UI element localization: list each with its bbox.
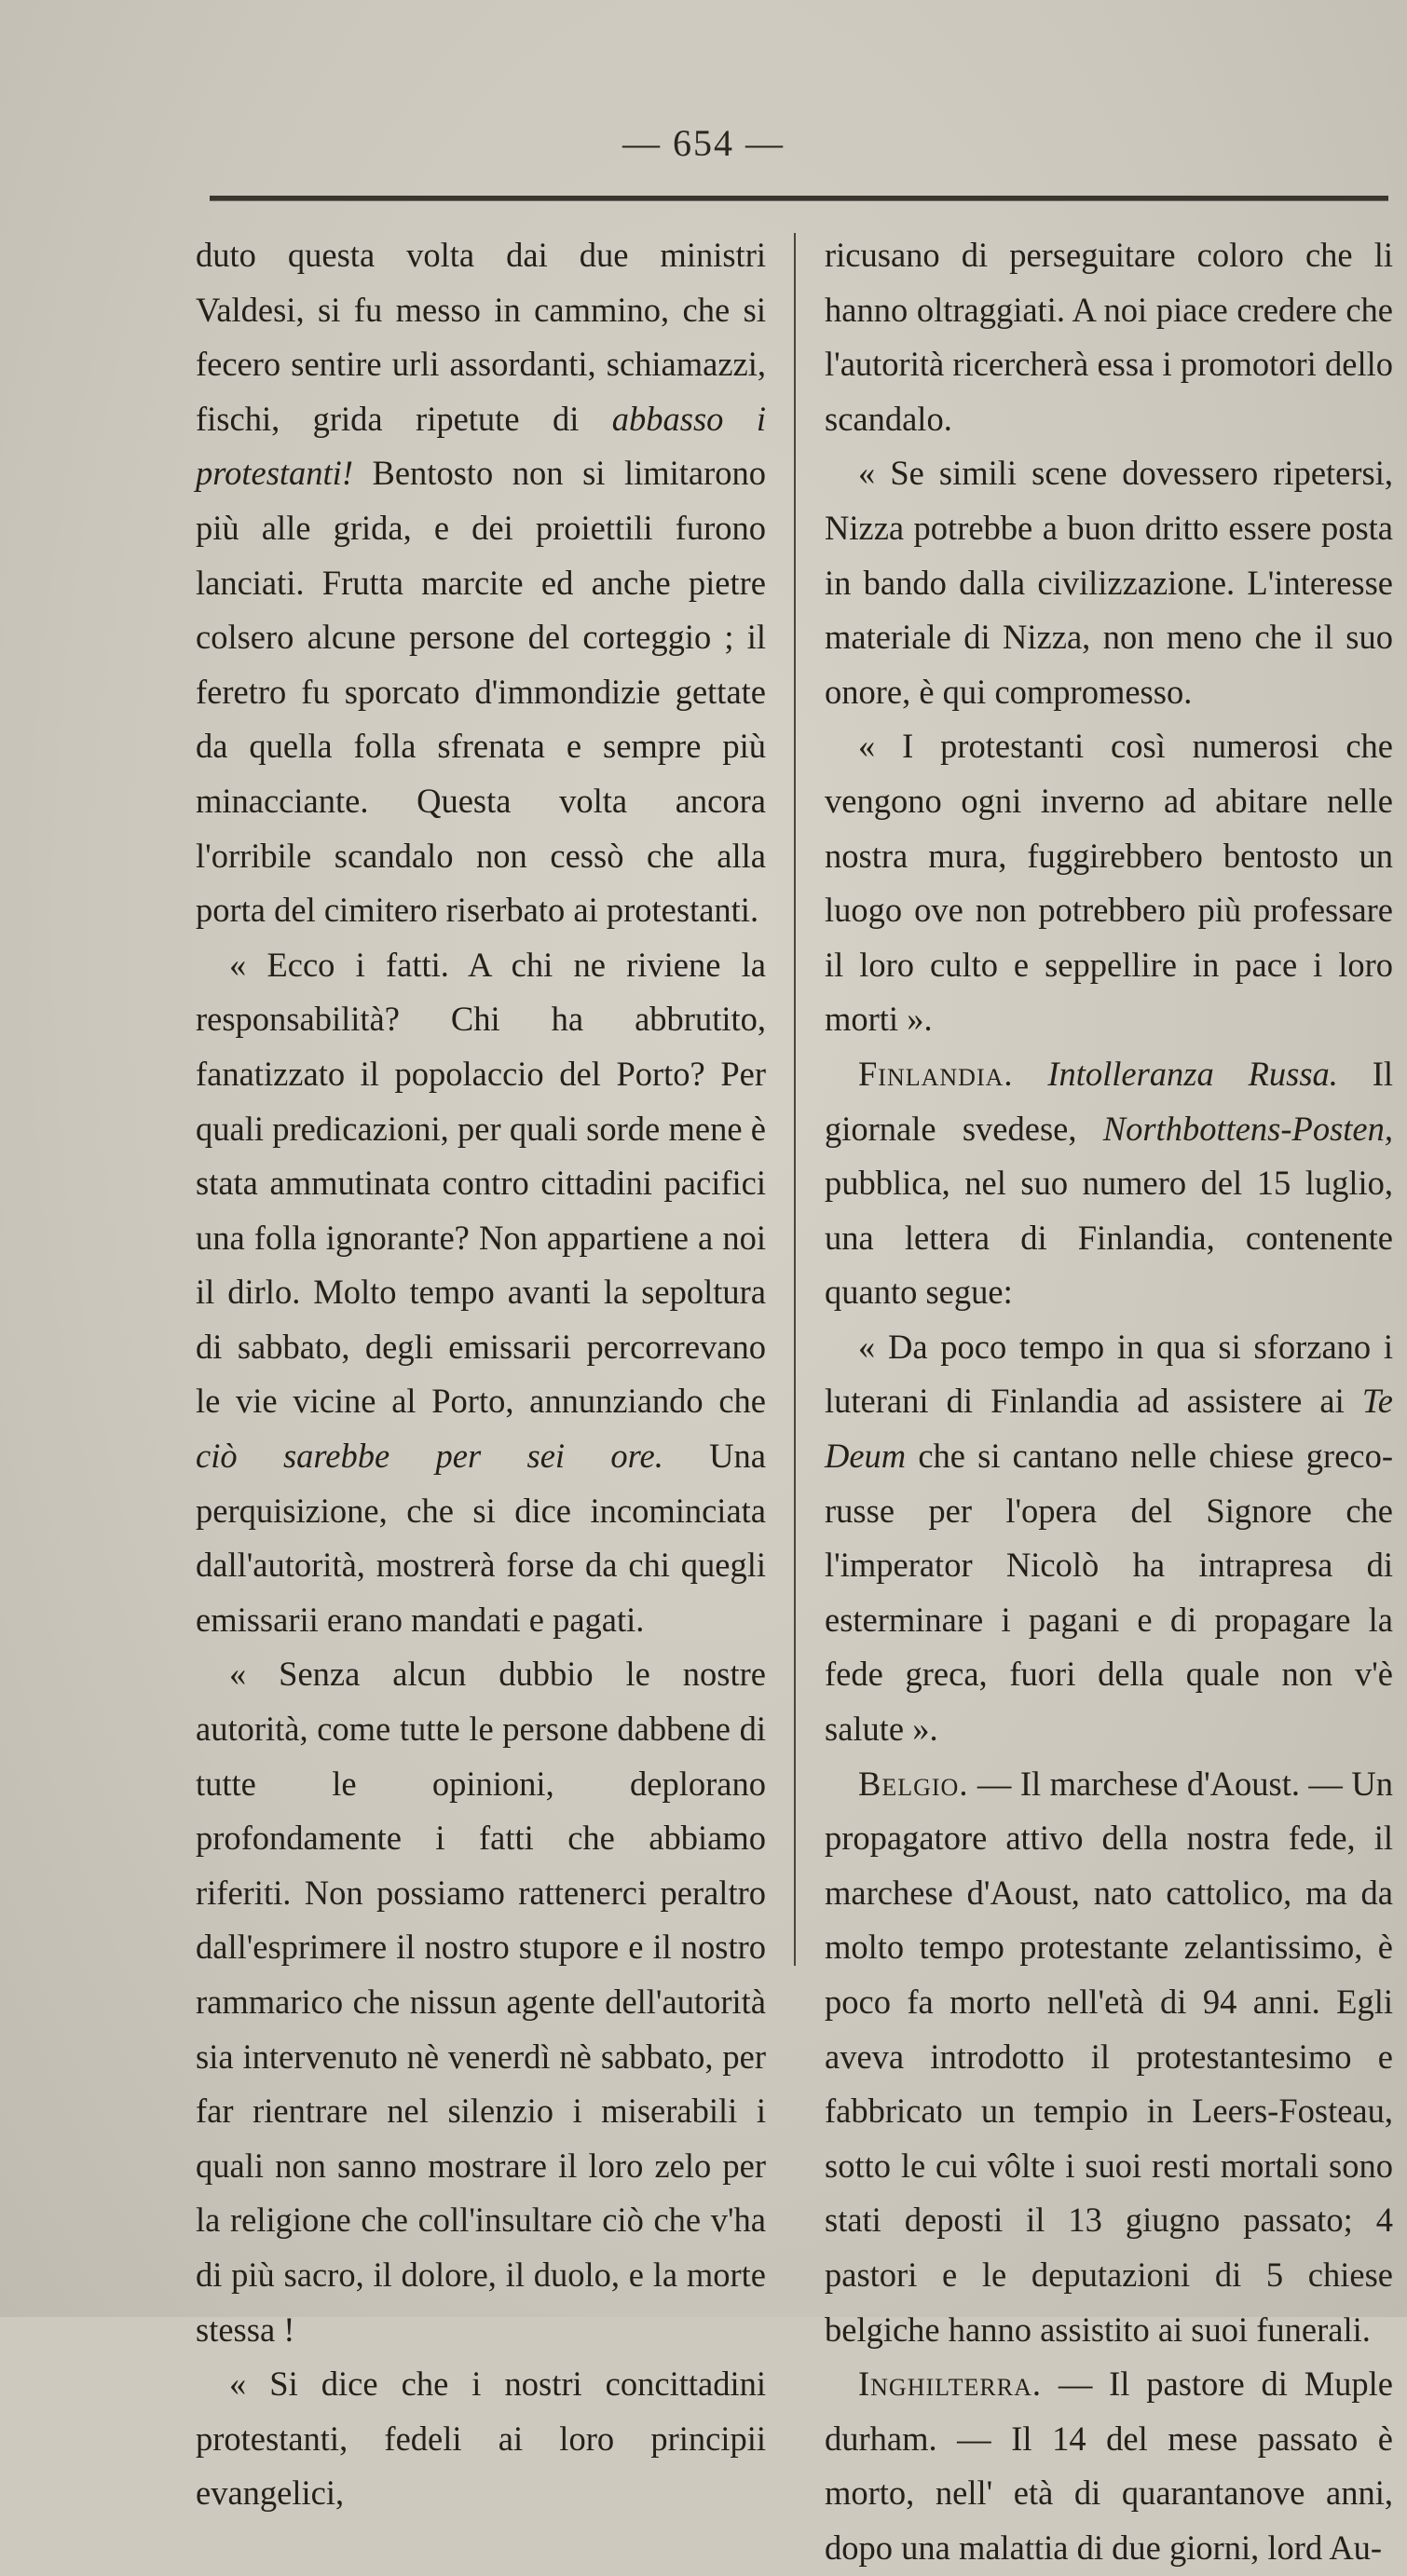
- text: « Da poco tempo in qua si sforzano i luterani di Finlandia ad assistere ai: [825, 1327, 1393, 1421]
- paragraph: [196, 228, 766, 938]
- paragraph: ricusano di perseguitare coloro che li hanno oltraggiati. A noi piace credere che l'autorità ricercherà essa i promotori dello scandalo.: [825, 236, 1393, 438]
- paragraph: « Se simili scene dovessero ripetersi, Nizza potrebbe a buon dritto essere posta in bando dalla civilizzazione. L'interesse materiale di Nizza, non meno che il suo onore, è qui compromesso.: [825, 454, 1393, 711]
- paragraph: [196, 938, 766, 1648]
- italic-text: ciò sarebbe per sei ore.: [196, 1437, 663, 1476]
- italic-text: Intolleranza Russa.: [1047, 1054, 1338, 1093]
- page-number: — 654 —: [622, 122, 785, 164]
- italic-text: Northbottens-Posten,: [1102, 1109, 1393, 1148]
- paragraph: [825, 1757, 1393, 2358]
- left-column: [196, 228, 766, 2521]
- paragraph: [825, 2357, 1393, 2575]
- paragraph: [825, 1047, 1393, 1320]
- text: che si cantano nelle chiese greco-russe per l'opera del Signore che l'imperator Nicolò ha intrapresa di esterminare i pagani e di propagare la fede greca, fuori della quale non v'è salute ».: [825, 1437, 1393, 1749]
- paragraph: « I protestanti così numerosi che vengono ogni inverno ad abitare nelle nostra mura, fuggirebbero bentosto un luogo ove non potrebbero più professare il loro culto e seppellire in pace i loro morti ».: [825, 727, 1393, 1039]
- paragraph: « Senza alcun dubbio le nostre autorità, come tutte le persone dabbene di tutte le opinioni, deplorano profondamente i fatti che abbiamo riferiti. Non possiamo rattenerci peraltro dall'esprimere il nostro stupore e il nostro rammarico che nissun agente dell'autorità sia intervenuto nè venerdì nè sabbato, per far rientrare nel silenzio i miserabili i quali non sanno mostrare il loro zelo per la religione che coll'insultare ciò che v'ha di più sacro, il dolore, il duolo, e la morte stessa !: [196, 1655, 766, 2349]
- column-divider: [794, 233, 796, 1966]
- text: — Il pastore di Muple durham. — Il 14 del mese passato è morto, nell' età di quarantanove anni, dopo una malattia di due giorni, lord Au-: [825, 2365, 1393, 2567]
- text: pubblica, nel suo numero del 15 luglio, una lettera di Finlandia, contenente quanto segue:: [825, 1164, 1393, 1312]
- section-heading: Inghilterra.: [858, 2365, 1042, 2404]
- header-rule: [210, 196, 1388, 201]
- right-column: [825, 228, 1393, 2576]
- italic-text: abbasso i protestanti!: [196, 399, 766, 493]
- section-heading: Finlandia.: [858, 1054, 1014, 1093]
- paragraph: « Si dice che i nostri concittadini protestanti, fedeli ai loro principii evangelici,: [196, 2365, 766, 2513]
- text: duto questa volta dai due ministri Valdesi, si fu messo in cammino, che si fecero sentire urli assordanti, schiamazzi, fischi, grida ripetute di: [196, 236, 766, 438]
- text: Una perquisizione, che si dice incominciata dall'autorità, mostrerà forse da chi quegli emissarii erano mandati e pagati.: [196, 1437, 766, 1639]
- text: « Ecco i fatti. A chi ne riviene la responsabilità? Chi ha abbrutito, fanatizzato il popolaccio del Porto? Per quali predicazioni, per quali sorde mene è stata ammutinata contro cittadini pacifici una folla ignorante? Non appartiene a noi il dirlo. Molto tempo avanti la sepoltura di sabbato, degli emissarii percorrevano le vie vicine al Porto, annunziando che: [196, 945, 766, 1421]
- text: Il giornale svedese,: [825, 1054, 1394, 1148]
- paragraph: [825, 1320, 1393, 1757]
- section-heading: Belgio.: [858, 1764, 969, 1803]
- text: Bentosto non si limitarono più alle grida, e dei proiettili furono lanciati. Frutta marcite ed anche pietre colsero alcune persone del corteggio ; il feretro fu sporcato d'immondizie gettate da quella folla sfrenata e sempre più minacciante. Questa volta ancora l'orribile scandalo non cessò che alla porta del cimitero riserbato ai protestanti.: [196, 454, 766, 930]
- text: — Il marchese d'Aoust. — Un propagatore attivo della nostra fede, il marchese d'Aoust, nato cattolico, ma da molto tempo protestante zelantissimo, è poco fa morto nell'età di 94 anni. Egli aveva introdotto il protestantesimo e fabbricato un tempio in Leers-Fosteau, sotto le cui vôlte i suoi resti mortali sono stati deposti il 13 giugno passato; 4 pastori e le deputazioni di 5 chiese belgiche hanno assistito ai suoi funerali.: [825, 1764, 1393, 2349]
- italic-text: Te Deum: [825, 1382, 1393, 1476]
